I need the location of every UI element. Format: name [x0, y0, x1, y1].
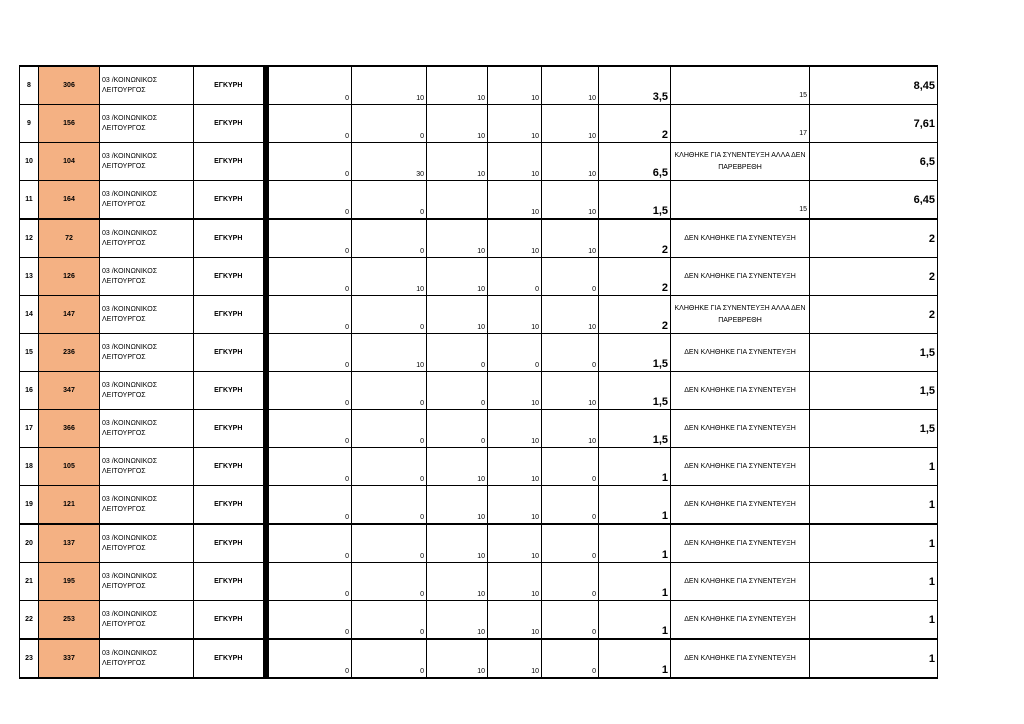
rank-cell: 22 [20, 601, 39, 640]
candidate-code-cell: 105 [39, 448, 100, 486]
table-row [20, 639, 938, 678]
total-score-cell: 1,5 [810, 334, 938, 372]
subtotal-cell: 1 [599, 448, 671, 486]
candidate-code-cell: 121 [39, 486, 100, 525]
specialty-cell: 03 /ΚΟΙΝΩΝΙΚΟΣ ΛΕΙΤΟΥΡΓΟΣ [100, 410, 194, 448]
status-cell: ΕΓΚΥΡΗ [194, 639, 266, 678]
score-3-cell: 0 [427, 334, 488, 372]
rank-cell: 13 [20, 258, 39, 296]
status-cell: ΕΓΚΥΡΗ [194, 143, 266, 181]
rank-cell: 11 [20, 181, 39, 220]
subtotal-cell: 1 [599, 563, 671, 601]
score-3-cell: 10 [427, 258, 488, 296]
subtotal-cell: 2 [599, 258, 671, 296]
total-score-cell: 8,45 [810, 66, 938, 105]
score-4-cell: 10 [488, 181, 542, 220]
candidate-code-cell: 72 [39, 219, 100, 258]
score-4-cell: 0 [488, 334, 542, 372]
rank-cell: 12 [20, 219, 39, 258]
score-4-cell: 10 [488, 372, 542, 410]
status-cell: ΕΓΚΥΡΗ [194, 66, 266, 105]
score-1-cell: 0 [266, 486, 352, 525]
score-5-cell: 0 [542, 486, 599, 525]
status-cell: ΕΓΚΥΡΗ [194, 448, 266, 486]
table-row [20, 143, 938, 181]
subtotal-cell: 1 [599, 639, 671, 678]
specialty-cell: 03 /ΚΟΙΝΩΝΙΚΟΣ ΛΕΙΤΟΥΡΓΟΣ [100, 258, 194, 296]
score-3-cell: 10 [427, 524, 488, 563]
status-cell: ΕΓΚΥΡΗ [194, 181, 266, 220]
interview-note-cell: 17 [671, 105, 810, 143]
specialty-cell: 03 /ΚΟΙΝΩΝΙΚΟΣ ΛΕΙΤΟΥΡΓΟΣ [100, 334, 194, 372]
score-3-cell: 0 [427, 410, 488, 448]
score-4-cell: 10 [488, 219, 542, 258]
score-1-cell: 0 [266, 563, 352, 601]
score-4-cell: 10 [488, 105, 542, 143]
score-5-cell: 10 [542, 66, 599, 105]
table-row [20, 181, 938, 220]
score-1-cell: 0 [266, 258, 352, 296]
total-score-cell: 2 [810, 296, 938, 334]
total-score-cell: 6,45 [810, 181, 938, 220]
subtotal-cell: 2 [599, 105, 671, 143]
score-2-cell: 0 [352, 105, 427, 143]
subtotal-cell: 6,5 [599, 143, 671, 181]
score-4-cell: 10 [488, 143, 542, 181]
interview-note-cell: ΔΕΝ ΚΛΗΘΗΚΕ ΓΙΑ ΣΥΝΕΝΤΕΥΞΗ [671, 372, 810, 410]
score-5-cell: 10 [542, 410, 599, 448]
score-5-cell: 10 [542, 219, 599, 258]
rank-cell: 19 [20, 486, 39, 525]
score-3-cell: 10 [427, 105, 488, 143]
subtotal-cell: 1,5 [599, 334, 671, 372]
candidate-code-cell: 137 [39, 524, 100, 563]
status-cell: ΕΓΚΥΡΗ [194, 372, 266, 410]
subtotal-cell: 3,5 [599, 66, 671, 105]
interview-note-cell: ΔΕΝ ΚΛΗΘΗΚΕ ΓΙΑ ΣΥΝΕΝΤΕΥΞΗ [671, 334, 810, 372]
score-5-cell: 0 [542, 563, 599, 601]
subtotal-cell: 1,5 [599, 181, 671, 220]
score-2-cell: 0 [352, 639, 427, 678]
score-3-cell: 10 [427, 448, 488, 486]
interview-note-cell: ΔΕΝ ΚΛΗΘΗΚΕ ΓΙΑ ΣΥΝΕΝΤΕΥΞΗ [671, 448, 810, 486]
score-1-cell: 0 [266, 601, 352, 640]
score-2-cell: 0 [352, 524, 427, 563]
candidate-code-cell: 164 [39, 181, 100, 220]
score-5-cell: 10 [542, 143, 599, 181]
score-1-cell: 0 [266, 66, 352, 105]
score-1-cell: 0 [266, 448, 352, 486]
specialty-cell: 03 /ΚΟΙΝΩΝΙΚΟΣ ΛΕΙΤΟΥΡΓΟΣ [100, 66, 194, 105]
subtotal-cell: 1,5 [599, 410, 671, 448]
interview-note-cell: ΔΕΝ ΚΛΗΘΗΚΕ ΓΙΑ ΣΥΝΕΝΤΕΥΞΗ [671, 601, 810, 640]
score-5-cell: 0 [542, 334, 599, 372]
table-row [20, 219, 938, 258]
status-cell: ΕΓΚΥΡΗ [194, 486, 266, 525]
candidate-code-cell: 253 [39, 601, 100, 640]
interview-note-cell: ΔΕΝ ΚΛΗΘΗΚΕ ΓΙΑ ΣΥΝΕΝΤΕΥΞΗ [671, 639, 810, 678]
total-score-cell: 1,5 [810, 372, 938, 410]
total-score-cell: 1 [810, 563, 938, 601]
interview-note-cell: ΔΕΝ ΚΛΗΘΗΚΕ ΓΙΑ ΣΥΝΕΝΤΕΥΞΗ [671, 486, 810, 525]
status-cell: ΕΓΚΥΡΗ [194, 524, 266, 563]
interview-note-cell: 15 [671, 181, 810, 220]
table-row [20, 258, 938, 296]
table-row [20, 66, 938, 105]
score-2-cell: 30 [352, 143, 427, 181]
subtotal-cell: 1 [599, 524, 671, 563]
score-3-cell: 10 [427, 143, 488, 181]
subtotal-cell: 2 [599, 219, 671, 258]
score-4-cell: 10 [488, 66, 542, 105]
table-row [20, 563, 938, 601]
interview-note-cell: ΔΕΝ ΚΛΗΘΗΚΕ ΓΙΑ ΣΥΝΕΝΤΕΥΞΗ [671, 219, 810, 258]
table-row [20, 105, 938, 143]
total-score-cell: 1 [810, 601, 938, 640]
score-5-cell: 0 [542, 258, 599, 296]
score-3-cell: 0 [427, 372, 488, 410]
score-2-cell: 10 [352, 258, 427, 296]
score-2-cell: 0 [352, 601, 427, 640]
total-score-cell: 1 [810, 486, 938, 525]
subtotal-cell: 1,5 [599, 372, 671, 410]
score-4-cell: 10 [488, 410, 542, 448]
score-2-cell: 0 [352, 296, 427, 334]
status-cell: ΕΓΚΥΡΗ [194, 563, 266, 601]
rank-cell: 20 [20, 524, 39, 563]
score-5-cell: 0 [542, 639, 599, 678]
table-row [20, 448, 938, 486]
score-2-cell: 0 [352, 219, 427, 258]
total-score-cell: 1 [810, 639, 938, 678]
score-4-cell: 10 [488, 448, 542, 486]
rank-cell: 10 [20, 143, 39, 181]
score-4-cell: 10 [488, 524, 542, 563]
score-4-cell: 10 [488, 601, 542, 640]
rank-cell: 21 [20, 563, 39, 601]
score-3-cell: 10 [427, 66, 488, 105]
score-3-cell: 10 [427, 219, 488, 258]
total-score-cell: 1 [810, 524, 938, 563]
rank-cell: 16 [20, 372, 39, 410]
score-3-cell: 10 [427, 296, 488, 334]
total-score-cell: 6,5 [810, 143, 938, 181]
table-row [20, 372, 938, 410]
score-5-cell: 10 [542, 296, 599, 334]
interview-note-cell: ΔΕΝ ΚΛΗΘΗΚΕ ΓΙΑ ΣΥΝΕΝΤΕΥΞΗ [671, 258, 810, 296]
specialty-cell: 03 /ΚΟΙΝΩΝΙΚΟΣ ΛΕΙΤΟΥΡΓΟΣ [100, 601, 194, 640]
total-score-cell: 1,5 [810, 410, 938, 448]
total-score-cell: 7,61 [810, 105, 938, 143]
specialty-cell: 03 /ΚΟΙΝΩΝΙΚΟΣ ΛΕΙΤΟΥΡΓΟΣ [100, 105, 194, 143]
rank-cell: 15 [20, 334, 39, 372]
candidate-code-cell: 126 [39, 258, 100, 296]
score-1-cell: 0 [266, 105, 352, 143]
rank-cell: 14 [20, 296, 39, 334]
specialty-cell: 03 /ΚΟΙΝΩΝΙΚΟΣ ΛΕΙΤΟΥΡΓΟΣ [100, 639, 194, 678]
score-4-cell: 10 [488, 563, 542, 601]
table-row [20, 410, 938, 448]
score-5-cell: 10 [542, 372, 599, 410]
score-1-cell: 0 [266, 143, 352, 181]
specialty-cell: 03 /ΚΟΙΝΩΝΙΚΟΣ ΛΕΙΤΟΥΡΓΟΣ [100, 181, 194, 220]
interview-note-cell: ΔΕΝ ΚΛΗΘΗΚΕ ΓΙΑ ΣΥΝΕΝΤΕΥΞΗ [671, 563, 810, 601]
score-2-cell: 0 [352, 372, 427, 410]
rank-cell: 18 [20, 448, 39, 486]
candidate-code-cell: 306 [39, 66, 100, 105]
score-5-cell: 10 [542, 105, 599, 143]
total-score-cell: 2 [810, 258, 938, 296]
total-score-cell: 2 [810, 219, 938, 258]
status-cell: ΕΓΚΥΡΗ [194, 258, 266, 296]
score-2-cell: 0 [352, 181, 427, 220]
candidate-code-cell: 337 [39, 639, 100, 678]
candidate-code-cell: 104 [39, 143, 100, 181]
score-2-cell: 10 [352, 334, 427, 372]
status-cell: ΕΓΚΥΡΗ [194, 296, 266, 334]
candidate-code-cell: 156 [39, 105, 100, 143]
score-5-cell: 10 [542, 181, 599, 220]
specialty-cell: 03 /ΚΟΙΝΩΝΙΚΟΣ ΛΕΙΤΟΥΡΓΟΣ [100, 296, 194, 334]
score-1-cell: 0 [266, 219, 352, 258]
subtotal-cell: 1 [599, 601, 671, 640]
table-body [20, 66, 938, 678]
score-5-cell: 0 [542, 601, 599, 640]
specialty-cell: 03 /ΚΟΙΝΩΝΙΚΟΣ ΛΕΙΤΟΥΡΓΟΣ [100, 486, 194, 525]
table-row [20, 486, 938, 525]
score-1-cell: 0 [266, 181, 352, 220]
subtotal-cell: 1 [599, 486, 671, 525]
score-3-cell [427, 181, 488, 220]
total-score-cell: 1 [810, 448, 938, 486]
status-cell: ΕΓΚΥΡΗ [194, 601, 266, 640]
score-4-cell: 10 [488, 486, 542, 525]
ranking-table [19, 65, 938, 679]
score-2-cell: 10 [352, 66, 427, 105]
score-3-cell: 10 [427, 486, 488, 525]
rank-cell: 8 [20, 66, 39, 105]
candidate-code-cell: 147 [39, 296, 100, 334]
specialty-cell: 03 /ΚΟΙΝΩΝΙΚΟΣ ΛΕΙΤΟΥΡΓΟΣ [100, 372, 194, 410]
interview-note-cell: ΚΛΗΘΗΚΕ ΓΙΑ ΣΥΝΕΝΤΕΥΞΗ ΑΛΛΑ ΔΕΝ ΠΑΡΕΒΡΕΘΗ [671, 296, 810, 334]
interview-note-cell: ΔΕΝ ΚΛΗΘΗΚΕ ΓΙΑ ΣΥΝΕΝΤΕΥΞΗ [671, 410, 810, 448]
specialty-cell: 03 /ΚΟΙΝΩΝΙΚΟΣ ΛΕΙΤΟΥΡΓΟΣ [100, 143, 194, 181]
specialty-cell: 03 /ΚΟΙΝΩΝΙΚΟΣ ΛΕΙΤΟΥΡΓΟΣ [100, 219, 194, 258]
score-4-cell: 10 [488, 639, 542, 678]
table-row [20, 524, 938, 563]
score-1-cell: 0 [266, 334, 352, 372]
score-2-cell: 0 [352, 563, 427, 601]
score-5-cell: 0 [542, 448, 599, 486]
interview-note-cell: ΚΛΗΘΗΚΕ ΓΙΑ ΣΥΝΕΝΤΕΥΞΗ ΑΛΛΑ ΔΕΝ ΠΑΡΕΒΡΕΘΗ [671, 143, 810, 181]
table-row [20, 296, 938, 334]
interview-note-cell: ΔΕΝ ΚΛΗΘΗΚΕ ΓΙΑ ΣΥΝΕΝΤΕΥΞΗ [671, 524, 810, 563]
rank-cell: 17 [20, 410, 39, 448]
status-cell: ΕΓΚΥΡΗ [194, 410, 266, 448]
score-3-cell: 10 [427, 601, 488, 640]
interview-note-cell: 15 [671, 66, 810, 105]
score-1-cell: 0 [266, 410, 352, 448]
score-2-cell: 0 [352, 448, 427, 486]
score-2-cell: 0 [352, 410, 427, 448]
score-1-cell: 0 [266, 296, 352, 334]
specialty-cell: 03 /ΚΟΙΝΩΝΙΚΟΣ ΛΕΙΤΟΥΡΓΟΣ [100, 524, 194, 563]
score-1-cell: 0 [266, 372, 352, 410]
table-row [20, 334, 938, 372]
score-1-cell: 0 [266, 524, 352, 563]
score-1-cell: 0 [266, 639, 352, 678]
candidate-code-cell: 347 [39, 372, 100, 410]
status-cell: ΕΓΚΥΡΗ [194, 105, 266, 143]
candidate-code-cell: 236 [39, 334, 100, 372]
score-4-cell: 0 [488, 258, 542, 296]
score-4-cell: 10 [488, 296, 542, 334]
rank-cell: 9 [20, 105, 39, 143]
score-5-cell: 0 [542, 524, 599, 563]
candidate-code-cell: 366 [39, 410, 100, 448]
table-row [20, 601, 938, 640]
subtotal-cell: 2 [599, 296, 671, 334]
status-cell: ΕΓΚΥΡΗ [194, 219, 266, 258]
specialty-cell: 03 /ΚΟΙΝΩΝΙΚΟΣ ΛΕΙΤΟΥΡΓΟΣ [100, 563, 194, 601]
score-2-cell: 0 [352, 486, 427, 525]
score-3-cell: 10 [427, 563, 488, 601]
status-cell: ΕΓΚΥΡΗ [194, 334, 266, 372]
candidate-code-cell: 195 [39, 563, 100, 601]
rank-cell: 23 [20, 639, 39, 678]
score-3-cell: 10 [427, 639, 488, 678]
specialty-cell: 03 /ΚΟΙΝΩΝΙΚΟΣ ΛΕΙΤΟΥΡΓΟΣ [100, 448, 194, 486]
